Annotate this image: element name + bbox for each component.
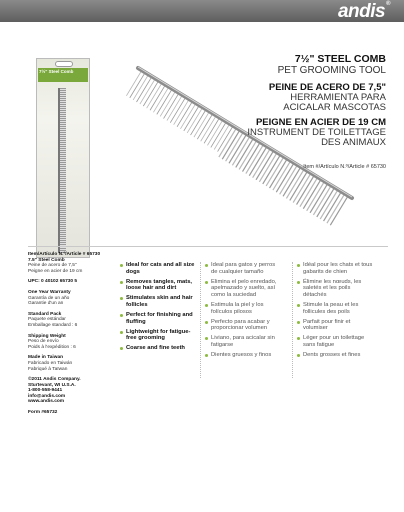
feature-en: Removes tangles, mats, loose hair and dirt — [120, 279, 196, 292]
spec-copyright: ©2011 Andis Company. — [28, 377, 81, 383]
spec-form-number: Form #65732 — [28, 410, 58, 416]
spec-pack-title: Standard Pack — [28, 311, 62, 317]
spec-ship-es: Peso de envío — [28, 339, 59, 345]
spec-warranty-fr: Garantie d'un an — [28, 301, 64, 307]
spec-pack-fr: Emballage standard : 6 — [28, 322, 78, 328]
feature-fr: Léger pour un toilettage sans fatigue — [297, 335, 373, 348]
feature-fr: Idéal pour les chats et tous gabarits de chien — [297, 262, 373, 275]
header-bar — [0, 0, 404, 22]
spec-email: info@andis.com — [28, 393, 66, 399]
feature-es: Ideal para gatos y perros de cualquier tamaño — [205, 262, 281, 275]
spec-made-es: Fabricado en Taiwán — [28, 360, 73, 366]
subtitle-fr-2: DES ANIMAUX — [321, 137, 386, 148]
spec-item-line: Item/Artículo N.º/Article # 65730 — [28, 252, 101, 257]
feature-fr: Élimine les nœuds, les saletés et les poils détachés — [297, 279, 373, 299]
spec-column — [28, 252, 114, 416]
spec-city: Sturtevant, WI U.S.A. — [28, 382, 76, 388]
spec-made-title: Made in Taiwan — [28, 355, 64, 361]
andis-logo: andis® — [337, 1, 390, 22]
feature-es: Perfecto para acabar y proporcionar volumen — [205, 319, 281, 332]
spec-warranty-es: Garantía de un año — [28, 295, 70, 301]
spec-ship-fr: Poids à l'expédition : 6 — [28, 344, 76, 350]
feature-es: Dientes gruesos y finos — [205, 352, 281, 359]
feature-en: Coarse and fine teeth — [120, 345, 196, 352]
packaged-comb-image — [58, 88, 66, 253]
spec-upc: UPC: 0 40102 65730 5 — [28, 279, 78, 285]
feature-es: Estimula la piel y los folículos pilosos — [205, 302, 281, 315]
subtitle-es-1: HERRAMIENTA PARA — [290, 92, 386, 103]
feature-fr: Dents grosses et fines — [297, 352, 373, 359]
package-band-text: 7½" Steel Comb — [39, 69, 74, 74]
spec-made-fr: Fabriqué à Taïwan — [28, 366, 68, 372]
feature-en: Ideal for cats and all size dogs — [120, 262, 196, 275]
feature-fr: Parfait pour finir et volumiser — [297, 319, 373, 332]
feature-en: Perfect for finishing and fluffing — [120, 312, 196, 325]
title-fr: PEIGNE EN ACIER DE 19 CM — [255, 117, 386, 128]
column-separator — [292, 262, 294, 378]
feature-es: Liviano, para acicalar sin fatigarse — [205, 335, 281, 348]
features-fr — [297, 262, 373, 362]
subtitle-fr-1: INSTRUMENT DE TOILETTAGE — [247, 127, 386, 138]
title-es: PEINE DE ACERO DE 7,5" — [268, 82, 386, 93]
spec-web: www.andis.com — [28, 399, 65, 405]
spec-pack-es: Paquete estándar — [28, 317, 66, 323]
feature-en: Stimulates skin and hair follicles — [120, 295, 196, 308]
title-en: 7½" STEEL COMB — [294, 53, 386, 65]
features-es — [205, 262, 281, 362]
spec-ship-title: Shipping Weight — [28, 333, 66, 339]
spec-name-es: Peine de acero de 7,5" — [28, 263, 77, 269]
title-block — [247, 54, 386, 148]
section-divider — [28, 246, 388, 247]
spec-name-en: 7.5" Steel Comb — [28, 257, 65, 263]
subtitle-es-2: ACICALAR MASCOTAS — [283, 102, 386, 113]
features-en — [120, 262, 196, 356]
feature-es: Elimina el pelo enredado, apelmazado y suelto, así como la suciedad — [205, 279, 281, 299]
column-separator — [200, 262, 202, 378]
spec-warranty-title: One Year Warranty — [28, 289, 71, 295]
feature-fr: Stimule la peau et les follicules des poils — [297, 302, 373, 315]
spec-phone: 1-800-558-9441 — [28, 388, 63, 394]
spec-name-fr: Peigne en acier de 19 cm — [28, 268, 83, 274]
item-number: Item #/Artículo N.º/Article # 65730 — [303, 164, 386, 170]
feature-en: Lightweight for fatigue-free grooming — [120, 329, 196, 342]
package-image — [36, 58, 90, 258]
subtitle-en: PET GROOMING TOOL — [277, 65, 386, 76]
hang-tab — [55, 61, 73, 67]
